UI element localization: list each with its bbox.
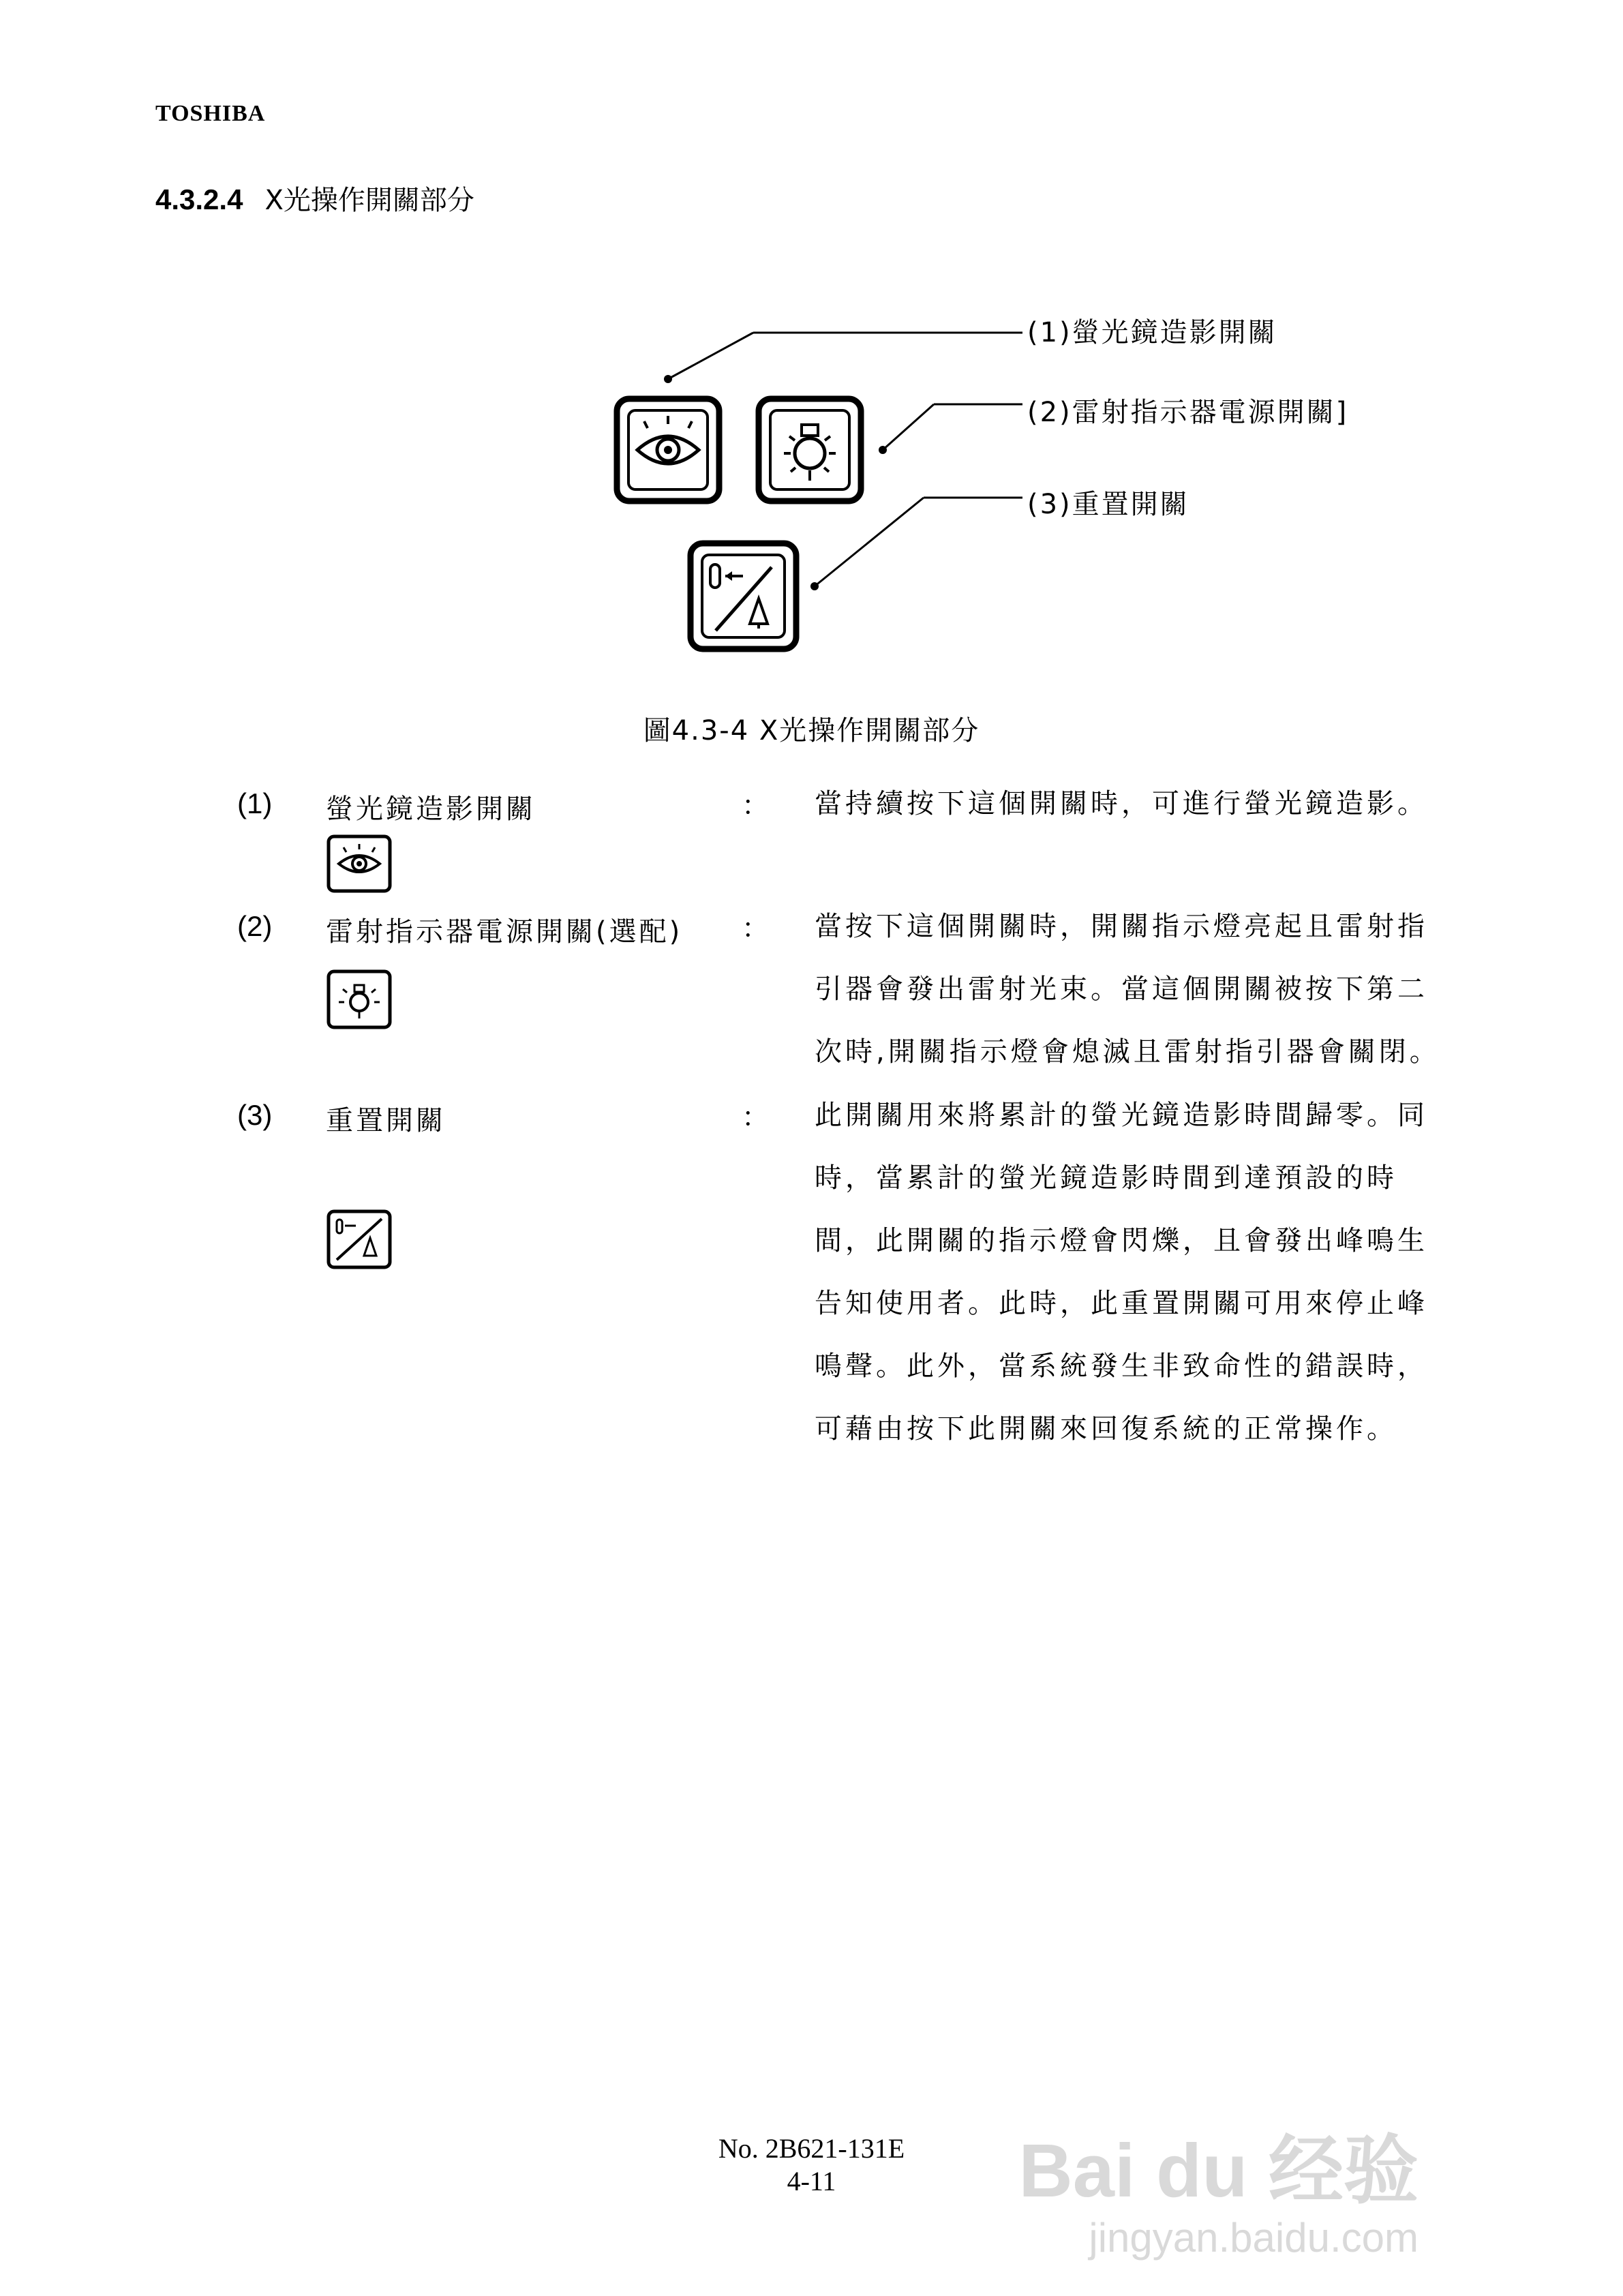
eye-icon: [617, 399, 719, 501]
description-line: 次時,開關指示燈會熄滅且雷射指引器會關閉。: [815, 1036, 1440, 1068]
lamp-icon: [759, 399, 861, 501]
item-colon: ：: [742, 913, 769, 944]
description-line: 此開關用來將累計的螢光鏡造影時間歸零。同: [815, 1100, 1428, 1131]
watermark-url: jingyan.baidu.com: [1089, 2215, 1419, 2261]
figure-caption: 圖4.3-4 X光操作開關部分: [643, 715, 980, 746]
reset-icon: [329, 1211, 390, 1267]
eye-icon: [329, 836, 390, 891]
page-number: 4-11: [787, 2166, 836, 2196]
brand-name: TOSHIBA: [155, 101, 266, 126]
section-title: X光操作開關部分: [264, 185, 474, 216]
description-line: 鳴聲。此外，當系統發生非致命性的錯誤時，: [815, 1350, 1428, 1382]
item-colon: ：: [742, 1102, 769, 1133]
item-colon: ：: [742, 790, 769, 821]
callout-laser-switch: (2)雷射指示器電源開關]: [1027, 397, 1349, 428]
description-line: 引器會發出雷射光束。當這個開關被按下第二: [815, 973, 1428, 1005]
item-description: [815, 1084, 1483, 1460]
lamp-icon: [329, 971, 390, 1027]
item-number: (2): [237, 910, 273, 942]
item-number: (3): [237, 1099, 273, 1131]
callout-reset-switch: (3)重置開關: [1027, 489, 1189, 520]
description-line: 可藉由按下此開關來回復系統的正常操作。: [815, 1413, 1397, 1445]
callout-fluoro-switch: (1)螢光鏡造影開關: [1027, 317, 1277, 348]
document-number: No. 2B621-131E: [718, 2133, 905, 2164]
item-description: [815, 772, 1483, 835]
item-description: [815, 895, 1483, 1083]
description-line: 時，當累計的螢光鏡造影時間到達預設的時: [815, 1162, 1397, 1194]
description-line: 當按下這個開關時，開關指示燈亮起且雷射指: [815, 911, 1428, 942]
description-line: 當持續按下這個開關時，可進行螢光鏡造影。: [815, 788, 1428, 819]
section-number: 4.3.2.4: [155, 183, 243, 215]
item-label: 重置開關: [326, 1105, 446, 1136]
description-line: 告知使用者。此時，此重置開關可用來停止峰: [815, 1288, 1428, 1319]
watermark-logo: Bai du 经验: [1018, 2129, 1419, 2213]
item-label: 雷射指示器電源開關(選配): [326, 916, 683, 948]
description-line: 間，此開關的指示燈會閃爍，且會發出峰鳴生: [815, 1225, 1428, 1256]
reset-icon: [691, 543, 796, 649]
item-number: (1): [237, 787, 273, 819]
item-label: 螢光鏡造影開關: [326, 794, 536, 825]
